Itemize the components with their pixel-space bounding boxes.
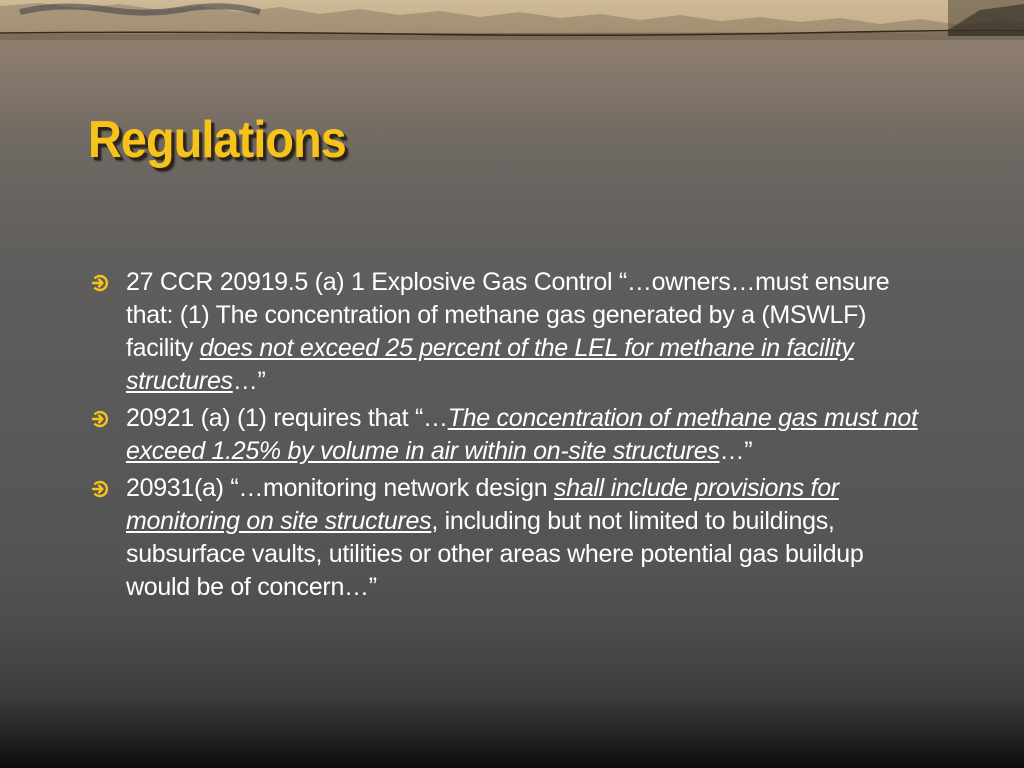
circled-arrow-right-icon [90, 472, 116, 505]
decorative-landscape-banner [0, 0, 1024, 40]
bullet-text-end: …” [232, 367, 266, 395]
bullet-text: 20931(a) “…monitoring network design [126, 474, 555, 502]
bullet-text-end: , including but not limited to buildings, subsurface vaults, utilities or other areas where potential gas buildup would be of concern…” [126, 507, 864, 601]
bullet-emphasis: shall include provisions for monitoring on site structures [126, 474, 839, 535]
bullet-text-end: …” [719, 437, 753, 465]
bullet-list [90, 266, 930, 608]
bullet-item [90, 402, 930, 468]
bullet-text: 20921 (a) (1) requires that “… [126, 404, 448, 432]
bullet-text: 27 CCR 20919.5 (a) 1 Explosive Gas Control “…owners…must ensure that: (1) The concentration of methane gas generated by a (MSWLF) facility [126, 268, 890, 362]
circled-arrow-right-icon [90, 402, 116, 435]
slide-title: Regulations [88, 111, 346, 169]
bullet-item [90, 472, 930, 604]
bullet-emphasis: does not exceed 25 percent of the LEL for methane in facility structures [126, 334, 854, 395]
bullet-emphasis: The concentration of methane gas must not exceed 1.25% by volume in air within on-site structures [126, 404, 918, 465]
bullet-item [90, 266, 930, 398]
circled-arrow-right-icon [90, 266, 116, 299]
